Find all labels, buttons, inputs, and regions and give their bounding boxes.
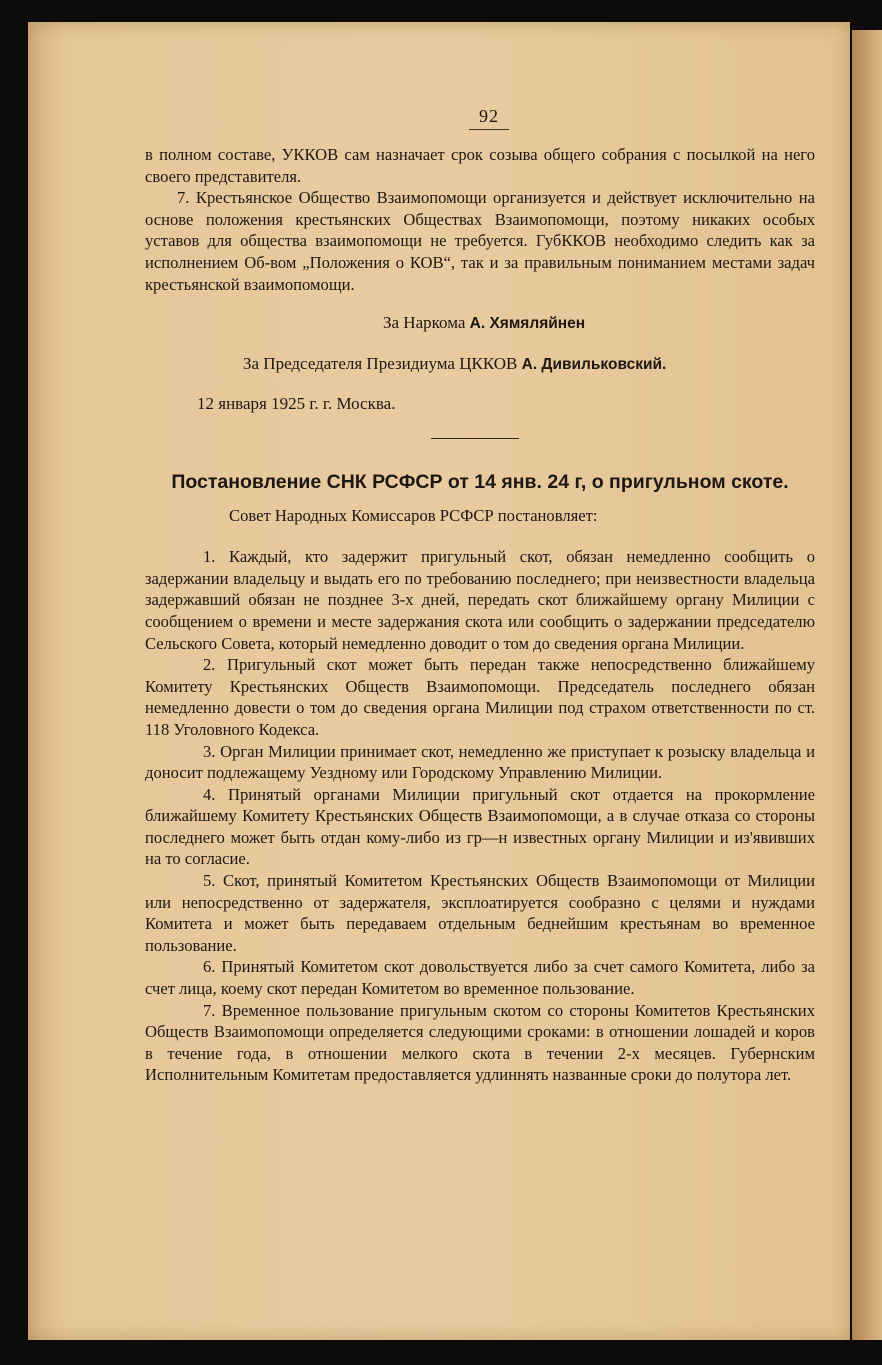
signature-line [145,312,815,335]
decree-item: 2. Пригульный скот может быть передан также непосредственно ближайшему Комитету Крестьянских Обществ Взаимопомощи. Председатель последнего обязан немедленно довести о том до сведения органа Милиции под страхом ответственности по ст. 118 Уголовного Кодекса. [145,655,815,739]
signature-line [145,353,815,376]
section-divider [431,438,519,439]
decree-item: 1. Каждый, кто задержит пригульный скот, обязан немедленно сообщить о задержании владельцу и выдать его по требованию последнего; при неизвестности владельца задержавший обязан не позднее 3-х дней, передать скот ближайшему органу Милиции с сообщением о времени и месте задержания скота или сообщить о задержании председателю Сельского Совета, который немедленно доводит о том до сведения органа Милиции. [145,547,815,653]
adjacent-page-edge [852,30,882,1340]
page-number: 92 [469,106,509,130]
page-text [145,100,815,1086]
signature-prefix: За Наркома [383,313,466,333]
decree-intro: Совет Народных Комиссаров РСФСР постановляет: [229,506,598,526]
signature-prefix: За Председателя Президиума ЦККОВ [243,354,518,374]
decree-item: 3. Орган Милиции принимает скот, немедленно же приступает к розыску владельца и доносит подлежащему Уездному или Городскому Управлению Милиции. [145,741,815,783]
paragraph: в полном составе, УККОВ сам назначает срок созыва общего собрания с посылкой на него своего представителя. [145,145,815,186]
signature-name: А. Хямяляйнен [469,315,586,333]
signature-name: А. Дивильковский. [521,356,667,374]
decree-heading: Постановление СНК РСФСР от 14 янв. 24 г, о пригульном скоте. [171,471,789,494]
decree-item: 4. Принятый органами Милиции пригульный скот отдается на прокормление ближайшему Комитету Крестьянских Обществ Взаимопомощи, а в случае отказа со стороны последнего может быть отдан кому-либо из гр—н известных органу Милиции и из'явивших на то согласие. [145,784,815,869]
date-place: 12 января 1925 г. г. Москва. [197,394,396,414]
decree-item: 7. Временное пользование пригульным скотом со стороны Комитетов Крестьянских Обществ Взаимопомощи определяется следующими сроками: в отношении лошадей и коров в течение года, в отношении мелкого скота в течении 2-х месяцев. Губернским Исполнительным Комитетам предоставляется удлиннять названные сроки до полутора лет. [145,1000,815,1085]
decree-item: 5. Скот, принятый Комитетом Крестьянских Обществ Взаимопомощи от Милиции или непосредственно от задержателя, эксплоатируется сообразно с целями и нуждами Комитета и может быть передаваем отдельным беднейшим крестьянам во временное пользование. [145,871,815,955]
paragraph: 7. Крестьянское Общество Взаимопомощи организуется и действует исключительно на основе положения крестьянских Обществах Взаимопомощи, поэтому никаких особых уставов для общества взаимопомощи не требуется. ГубККОВ необходимо следить как за исполнением Об-вом „Положения о КОВ“, так и за правильным пониманием местами задач крестьянской взаимопомощи. [145,188,815,294]
decree-item: 6. Принятый Комитетом скот довольствуется либо за счет самого Комитета, либо за счет лица, коему скот передан Комитетом во временное пользование. [145,957,815,999]
decree-items [145,546,815,1086]
